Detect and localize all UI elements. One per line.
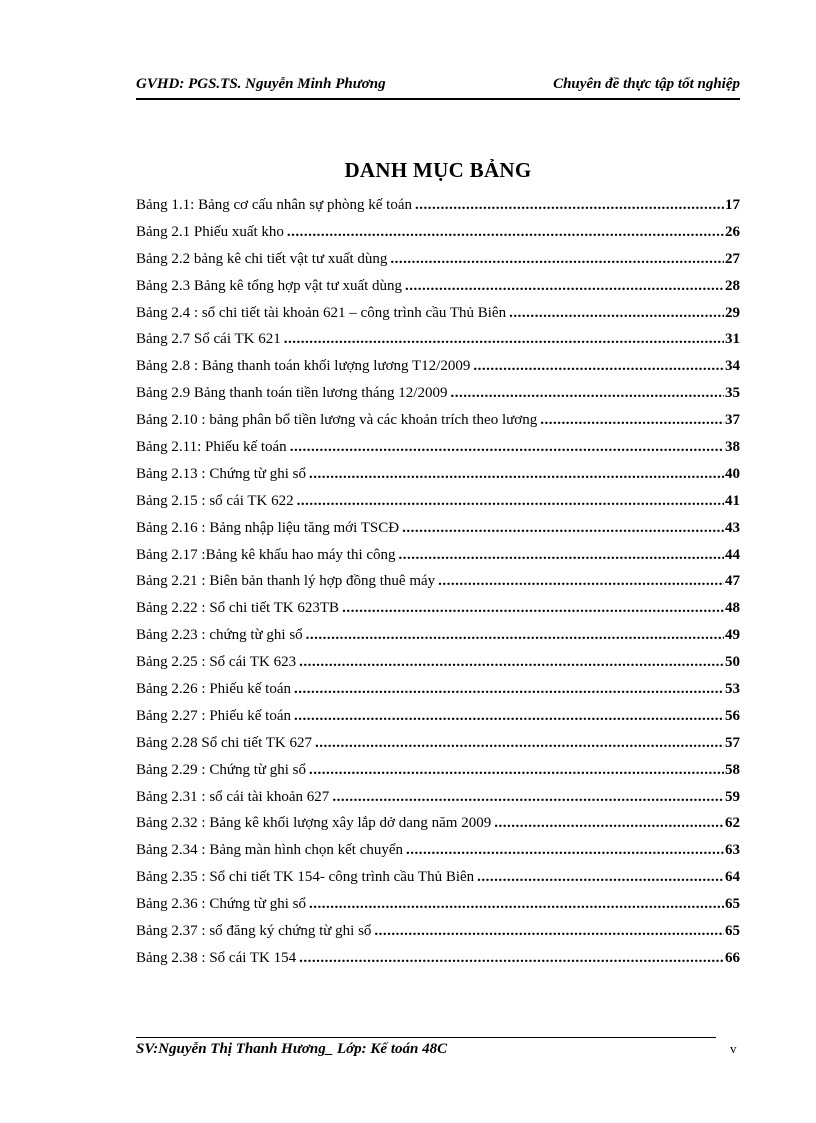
toc-entry-page: 47 (725, 573, 740, 590)
toc-entry-page: 27 (725, 250, 740, 267)
toc-entry-page: 43 (725, 519, 740, 536)
toc-entry-page: 66 (725, 949, 740, 966)
toc-leader-dots (387, 246, 724, 273)
toc-entry[interactable] (136, 703, 740, 730)
toc-entry-label: Bảng 2.15 : sổ cái TK 622 (136, 492, 294, 509)
toc-entry-label: Bảng 2.9 Bảng thanh toán tiền lương tháng 12/2009 (136, 385, 448, 402)
toc-leader-dots (296, 945, 724, 972)
toc-leader-dots (402, 273, 724, 300)
toc-leader-dots (329, 784, 724, 811)
toc-leader-dots (412, 192, 724, 219)
toc-entry-label: Bảng 2.8 : Bảng thanh toán khối lượng lương T12/2009 (136, 358, 471, 375)
toc-entry-page: 58 (725, 761, 740, 778)
toc-leader-dots (403, 837, 724, 864)
toc-entry-page: 37 (725, 412, 740, 429)
toc-entry[interactable] (136, 837, 740, 864)
toc-entry-label: Bảng 2.10 : bảng phân bổ tiền lương và các khoản trích theo lương (136, 412, 538, 429)
toc-leader-dots (303, 622, 724, 649)
toc-leader-dots (470, 353, 724, 380)
header-report-title: Chuyên đề thực tập tốt nghiệp (553, 76, 740, 92)
toc-entry-label: Bảng 2.2 bảng kê chi tiết vật tư xuất dùng (136, 250, 388, 267)
footer-divider (136, 1037, 716, 1038)
toc-entry-label: Bảng 2.26 : Phiếu kế toán (136, 681, 291, 698)
toc-leader-dots (537, 407, 724, 434)
toc-entry-page: 50 (725, 654, 740, 671)
toc-entry-page: 56 (725, 707, 740, 724)
toc-leader-dots (312, 730, 724, 757)
toc-entry[interactable] (136, 300, 740, 327)
toc-entry[interactable] (136, 891, 740, 918)
toc-leader-dots (306, 891, 724, 918)
toc-leader-dots (396, 542, 724, 569)
toc-entry[interactable] (136, 542, 740, 569)
toc-entry[interactable] (136, 407, 740, 434)
toc-entry-label: Bảng 2.17 :Bảng kê khấu hao máy thi công (136, 546, 396, 563)
page-title: DANH MỤC BẢNG (344, 158, 532, 182)
footer-student-info: SV:Nguyễn Thị Thanh Hương_ Lớp: Kế toán 48C (136, 1041, 448, 1057)
toc-entry-label: Bảng 2.34 : Bảng màn hình chọn kết chuyển (136, 842, 404, 859)
toc-entry-page: 57 (725, 734, 740, 751)
toc-entry-label: Bảng 2.25 : Sổ cái TK 623 (136, 654, 297, 671)
toc-entry[interactable] (136, 219, 740, 246)
toc-leader-dots (399, 515, 724, 542)
toc-leader-dots (447, 380, 724, 407)
toc-entry-label: Bảng 2.35 : Sổ chi tiết TK 154- công trình cầu Thủ Biên (136, 869, 475, 886)
toc-entry-page: 31 (725, 331, 740, 348)
toc-entry[interactable] (136, 810, 740, 837)
table-list (136, 192, 740, 972)
toc-entry[interactable] (136, 595, 740, 622)
toc-leader-dots (281, 326, 724, 353)
toc-entry[interactable] (136, 461, 740, 488)
toc-entry-label: Bảng 2.23 : chứng từ ghi sổ (136, 627, 303, 644)
toc-entry[interactable] (136, 622, 740, 649)
footer-page-number: v (730, 1041, 737, 1056)
toc-entry-page: 40 (725, 465, 740, 482)
toc-entry-label: Bảng 2.13 : Chứng từ ghi sổ (136, 465, 307, 482)
toc-entry[interactable] (136, 945, 740, 972)
toc-entry-page: 38 (725, 439, 740, 456)
toc-entry-page: 41 (725, 492, 740, 509)
toc-leader-dots (474, 864, 724, 891)
toc-leader-dots (306, 461, 724, 488)
toc-entry-label: Bảng 2.27 : Phiếu kế toán (136, 707, 291, 724)
toc-entry-page: 53 (725, 681, 740, 698)
toc-entry-label: Bảng 2.3 Bảng kê tổng hợp vật tư xuất dùng (136, 277, 403, 294)
toc-leader-dots (287, 434, 724, 461)
toc-entry-page: 26 (725, 223, 740, 240)
toc-entry-label: Bảng 2.36 : Chứng từ ghi sổ (136, 896, 307, 913)
toc-entry[interactable] (136, 568, 740, 595)
toc-entry[interactable] (136, 784, 740, 811)
toc-entry-page: 62 (725, 815, 740, 832)
toc-entry-page: 49 (725, 627, 740, 644)
toc-entry-label: Bảng 2.4 : sổ chi tiết tài khoản 621 – công trình cầu Thủ Biên (136, 304, 507, 321)
page-header (136, 76, 740, 100)
toc-entry-label: Bảng 1.1: Bảng cơ cấu nhân sự phòng kế toán (136, 197, 413, 213)
toc-entry-page: 17 (725, 197, 740, 213)
toc-entry-page: 65 (725, 896, 740, 913)
toc-entry[interactable] (136, 864, 740, 891)
toc-entry-label: Bảng 2.32 : Bảng kê khối lượng xây lắp dở dang năm 2009 (136, 815, 492, 832)
toc-entry[interactable] (136, 730, 740, 757)
toc-leader-dots (284, 219, 724, 246)
toc-entry-label: Bảng 2.28 Sổ chi tiết TK 627 (136, 734, 312, 751)
toc-entry-page: 48 (725, 600, 740, 617)
toc-entry-label: Bảng 2.21 : Biên bản thanh lý hợp đồng thuê máy (136, 573, 436, 590)
toc-entry[interactable] (136, 488, 740, 515)
toc-entry-label: Bảng 2.37 : sổ đăng ký chứng từ ghi sổ (136, 923, 372, 940)
toc-entry-label: Bảng 2.22 : Sổ chi tiết TK 623TB (136, 600, 340, 617)
toc-entry[interactable] (136, 380, 740, 407)
toc-entry-label: Bảng 2.11: Phiếu kế toán (136, 439, 287, 456)
toc-leader-dots (296, 649, 724, 676)
toc-entry-page: 29 (725, 304, 740, 321)
toc-entry-page: 65 (725, 923, 740, 940)
toc-leader-dots (306, 757, 724, 784)
toc-entry[interactable] (136, 246, 740, 273)
toc-entry[interactable] (136, 676, 740, 703)
toc-entry-label: Bảng 2.1 Phiếu xuất kho (136, 223, 284, 240)
toc-entry-page: 59 (725, 788, 740, 805)
toc-entry-page: 35 (725, 385, 740, 402)
toc-entry-label: Bảng 2.31 : sổ cái tài khoản 627 (136, 788, 330, 805)
toc-entry-label: Bảng 2.29 : Chứng từ ghi sổ (136, 761, 307, 778)
toc-leader-dots (294, 488, 724, 515)
toc-entry[interactable] (136, 649, 740, 676)
toc-entry[interactable] (136, 757, 740, 784)
toc-entry[interactable] (136, 434, 740, 461)
toc-leader-dots (291, 676, 724, 703)
toc-entry[interactable] (136, 273, 740, 300)
toc-leader-dots (491, 810, 724, 837)
toc-entry[interactable] (136, 515, 740, 542)
toc-leader-dots (339, 595, 724, 622)
toc-entry[interactable] (136, 192, 740, 219)
header-supervisor: GVHD: PGS.TS. Nguyễn Minh Phương (136, 76, 386, 92)
toc-leader-dots (435, 568, 724, 595)
toc-entry[interactable] (136, 353, 740, 380)
toc-leader-dots (291, 703, 724, 730)
toc-entry-page: 64 (725, 869, 740, 886)
toc-entry-page: 34 (725, 358, 740, 375)
toc-entry-page: 28 (725, 277, 740, 294)
toc-entry-label: Bảng 2.38 : Sổ cái TK 154 (136, 949, 297, 966)
toc-entry[interactable] (136, 918, 740, 945)
toc-entry-label: Bảng 2.16 : Bảng nhập liệu tăng mới TSCĐ (136, 519, 400, 536)
toc-entry[interactable] (136, 326, 740, 353)
toc-leader-dots (371, 918, 724, 945)
toc-leader-dots (506, 300, 724, 327)
toc-entry-page: 63 (725, 842, 740, 859)
toc-entry-page: 44 (725, 546, 740, 563)
toc-entry-label: Bảng 2.7 Sổ cái TK 621 (136, 331, 281, 348)
